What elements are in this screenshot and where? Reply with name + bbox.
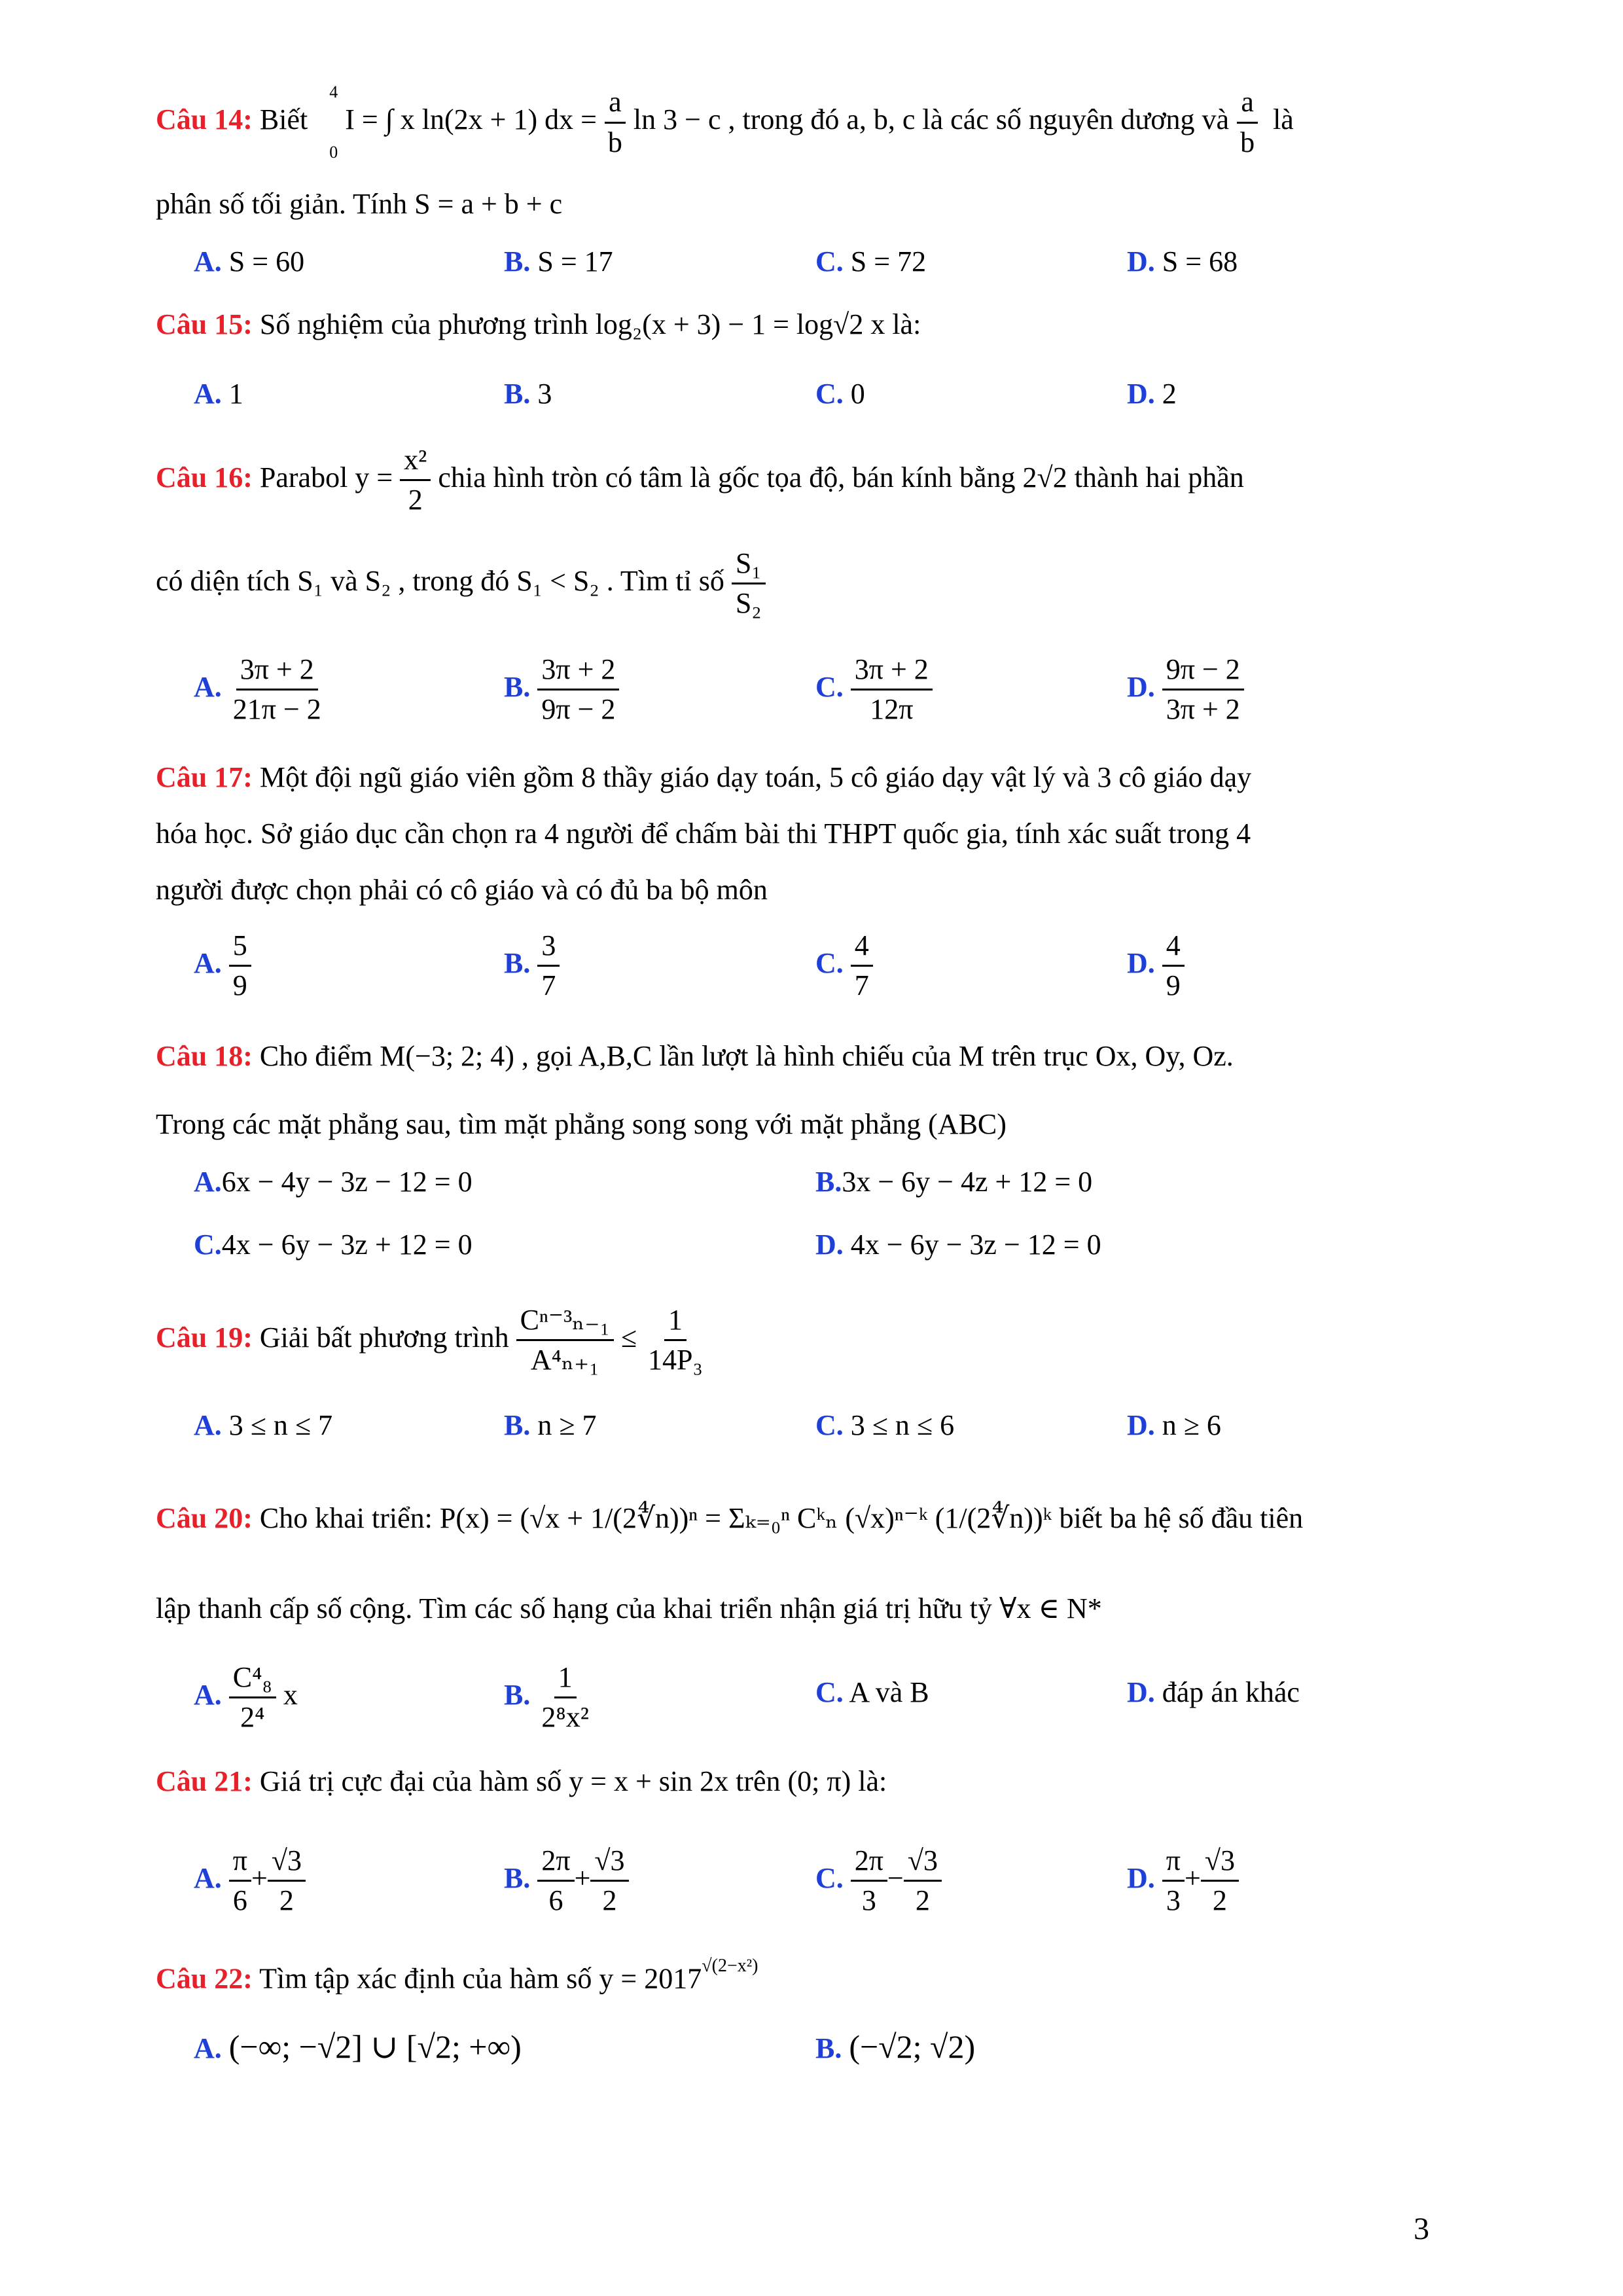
q16-option-d[interactable]: D. $\frac{9\pi - 2}{3\pi + 2}$ [1127,655,1244,725]
q20-option-b[interactable]: B. $\frac{1}{\text{2⁸x²}}$ [504,1661,589,1734]
question-15: Câu 15: Số nghiệm của phương trình log₂(x + 3) − 1 = log√2 x là: [156,308,921,340]
q15-option-d[interactable]: D. 2 [1127,378,1177,410]
q16-option-a[interactable]: A. $\frac{3\pi + 2}{21\pi - 2}$ [194,653,321,726]
question-19: Câu 19: Giải bất phương trình $\frac{\text{Cⁿ⁻³ₙ₋₁}}{\text{A⁴ₙ₊₁}}$ ≤ $\frac{1}{\text{14P₃}}$ [156,1304,703,1376]
q16-option-c[interactable]: C. $\frac{3\pi + 2}{12\pi}$ [815,655,933,725]
q17-option-c[interactable]: C. $\frac{4}{7}$ [815,931,873,1001]
q15-option-b[interactable]: B. 3 [504,378,552,410]
q15-option-a[interactable]: A. 1 [194,378,243,410]
question-14-line2: phân số tối giản. Tính S = a + b + c [156,188,563,220]
q18-option-d[interactable]: D. 4x − 6y − 3z − 12 = 0 [815,1229,1101,1261]
q14-option-b[interactable]: B. S = 17 [504,245,613,278]
q21-option-d[interactable]: D. $\frac{\pi}{3}$ + $\frac{√3}{2}$ [1127,1846,1239,1916]
q14-option-a[interactable]: A. S = 60 [194,245,305,278]
question-18: Câu 18: Cho điểm M(−3; 2; 4) , gọi A,B,C lần lượt là hình chiếu của M trên trục Ox, Oy, Oz. [156,1040,1234,1072]
q17-option-b[interactable]: B. $\frac{3}{7}$ [504,931,560,1001]
question-label: Câu 14: [156,103,253,136]
fraction-a-b: $\frac{a}{b}$ [604,87,626,157]
q20-option-c[interactable]: C. A và B [815,1676,929,1708]
page-number: 3 [1414,2212,1429,2246]
q21-option-c[interactable]: C. $\frac{2\pi}{3}$ − $\frac{√3}{2}$ [815,1846,942,1916]
question-22: Câu 22: Tìm tập xác định của hàm số $y = 2017^{√(2-x^2)}$ [156,1956,758,1995]
q19-option-d[interactable]: D. n ≥ 6 [1127,1409,1221,1441]
q21-option-b[interactable]: B. $\frac{2\pi}{6}$ + $\frac{√3}{2}$ [504,1846,629,1916]
question-17: Câu 17: Một đội ngũ giáo viên gồm 8 thầy giáo dạy toán, 5 cô giáo dạy vật lý và 3 cô giáo dạy [156,761,1252,793]
q20-option-d[interactable]: D. đáp án khác [1127,1676,1300,1708]
q18-option-c[interactable]: C.4x − 6y − 3z + 12 = 0 [194,1229,473,1261]
q18-option-a[interactable]: A.6x − 4y − 3z − 12 = 0 [194,1166,473,1198]
q17-option-d[interactable]: D. $\frac{4}{9}$ [1127,931,1185,1001]
question-21: Câu 21: Giá trị cực đại của hàm số y = x + sin 2x trên (0; π) là: [156,1765,887,1797]
q18-option-b[interactable]: B.3x − 6y − 4z + 12 = 0 [815,1166,1093,1198]
integral-limits: 4 0 [329,82,338,162]
q22-option-b[interactable]: B. (−√2; √2) [815,2028,976,2065]
q19-option-b[interactable]: B. n ≥ 7 [504,1409,597,1441]
binomial-formula: P(x) = (√x + 1/(2∜n))ⁿ = Σₖ₌₀ⁿ Cᵏₙ (√x)ⁿ⁻ᵏ (1/(2∜n))ᵏ [439,1502,1052,1534]
q15-option-c[interactable]: C. 0 [815,378,865,410]
fraction-a-b-2: $\frac{a}{b}$ [1236,87,1258,157]
q17-option-a[interactable]: A. $\frac{5}{9}$ [194,931,251,1001]
q14-option-c[interactable]: C. S = 72 [815,245,927,278]
integral-expression: I = ∫ x ln(2x + 1) dx = [345,103,597,136]
q22-option-a[interactable]: A. (−∞; −√2] ∪ [√2; +∞) [194,2028,522,2065]
q19-option-c[interactable]: C. 3 ≤ n ≤ 6 [815,1409,955,1441]
q20-option-a[interactable]: A. $\frac{\text{C⁴₈}}{\text{2⁴}}$ x [194,1661,298,1734]
question-14: Câu 14: Biết 4 0 I = ∫ x ln(2x + 1) dx = $\frac{a}{b}$ ln 3 − c , trong đó a, b, c là các số nguyên dương và $\frac{a}{b}$ là [156,82,1294,162]
q19-option-a[interactable]: A. 3 ≤ n ≤ 7 [194,1409,333,1441]
question-16-line2: có diện tích S₁ và S₂ , trong đó S₁ < S₂ . Tìm tỉ số $\frac{\text{S₁}}{\text{S₂}}$ [156,548,766,619]
question-20: Câu 20: Cho khai triển: P(x) = (√x + 1/(2∜n))ⁿ = Σₖ₌₀ⁿ Cᵏₙ (√x)ⁿ⁻ᵏ (1/(2∜n))ᵏ biết ba hệ số đầu tiên [156,1502,1304,1534]
question-16: Câu 16: Parabol y = $\frac{\text{x²}}{2}$ chia hình tròn có tâm là gốc tọa độ, bán kính bằng 2√2 thành hai phần [156,444,1244,516]
q16-option-b[interactable]: B. $\frac{3\pi + 2}{9\pi - 2}$ [504,655,619,725]
q21-option-a[interactable]: A. $\frac{\pi}{6}$ + $\frac{√3}{2}$ [194,1846,306,1916]
q14-option-d[interactable]: D. S = 68 [1127,245,1238,278]
